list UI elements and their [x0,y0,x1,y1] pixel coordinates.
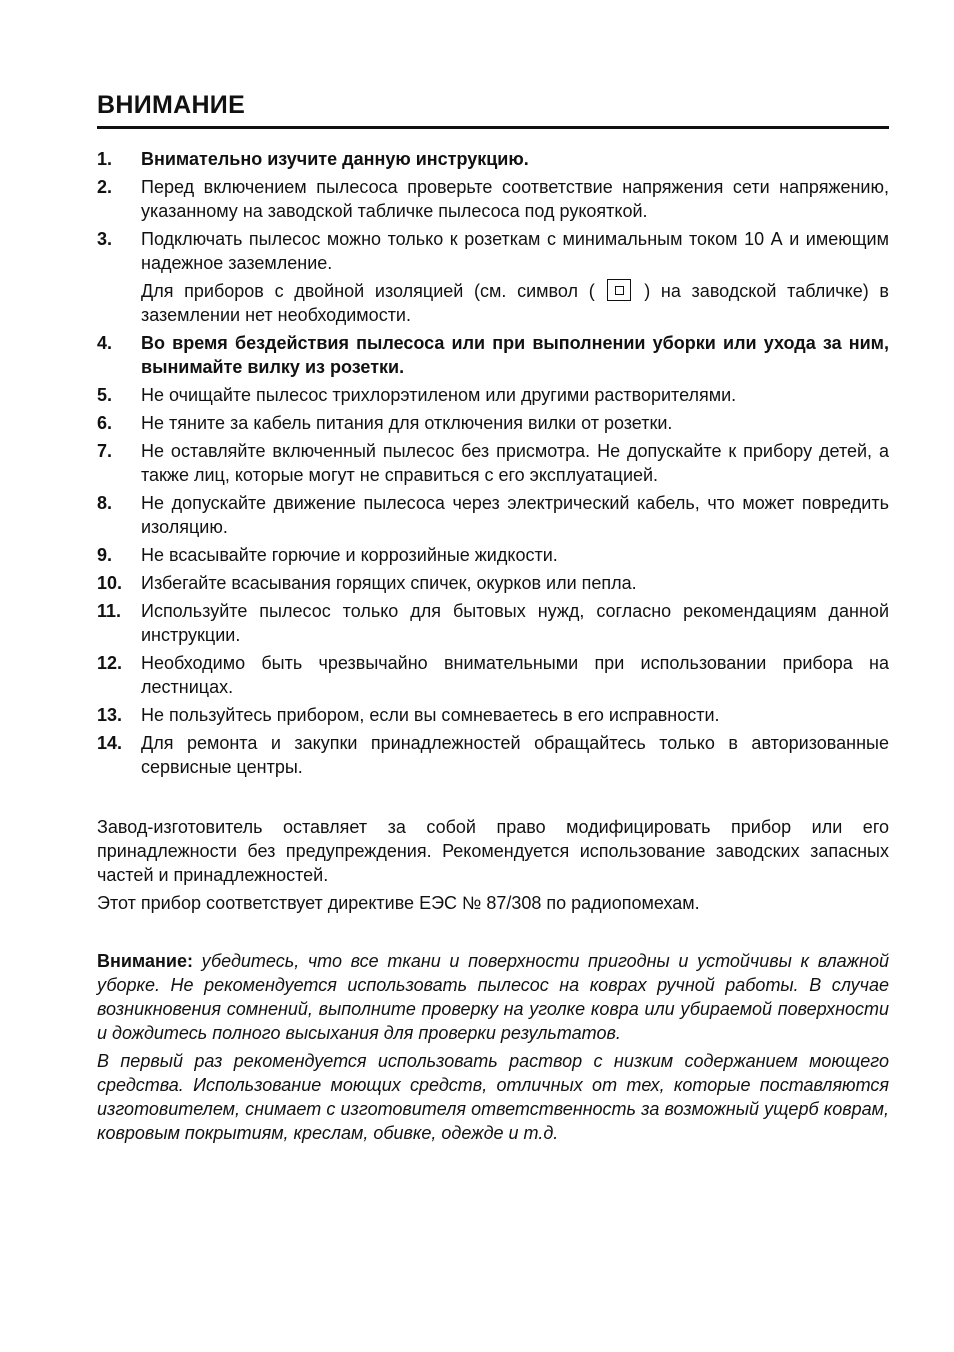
item-text: Не допускайте движение пылесоса через электрический кабель, что может повредить изоляцию. [141,493,889,537]
list-item [97,411,889,435]
item-number: 10. [97,573,123,593]
double-insulation-icon [607,279,631,301]
list-item [97,651,889,699]
item-number: 1. [97,149,113,169]
item-number: 2. [97,177,113,197]
item-number: 9. [97,545,113,565]
item-text: Не всасывайте горючие и коррозийные жидкости. [141,545,558,565]
item-number: 12. [97,653,123,673]
item-number: 11. [97,601,122,621]
list-item [97,147,889,171]
item-number: 14. [97,733,123,753]
warning-paragraph [97,949,889,1045]
list-item [97,383,889,407]
spacer [97,783,889,815]
item-body [141,227,889,327]
item-number: 4. [97,333,113,353]
list-item [97,543,889,567]
item-number: 13. [97,705,123,725]
list-item [97,227,889,327]
item-text: Не пользуйтесь прибором, если вы сомневаетесь в его исправности. [141,705,720,725]
warning-lead: Внимание: [97,951,193,971]
item-text: Избегайте всасывания горящих спичек, окурков или пепла. [141,573,637,593]
page [97,90,889,1145]
safety-list [97,147,889,779]
manufacturer-notice: Завод-изготовитель оставляет за собой право модифицировать прибор или его принадлежности без предупреждения. Рекомендуется использование заводских запасных частей и принадлежностей. [97,817,889,885]
item-text: Не тяните за кабель питания для отключения вилки от розетки. [141,413,673,433]
list-item [97,331,889,379]
item-number: 5. [97,385,113,405]
page-title: ВНИМАНИЕ [97,91,246,119]
title-divider [97,126,889,129]
item-text: Перед включением пылесоса проверьте соответствие напряжения сети напряжению, указанному на заводской табличке пылесоса под рукояткой. [141,177,889,221]
list-item [97,491,889,539]
list-item [97,571,889,595]
item-subnote [141,279,889,327]
item-text: Подключать пылесос можно только к розеткам с минимальным током 10 А и имеющим надежное заземление. [141,229,889,273]
list-item [97,175,889,223]
spacer [97,915,889,949]
item-text: Необходимо быть чрезвычайно внимательными при использовании прибора на лестницах. [141,653,889,697]
item-text: Не оставляйте включенный пылесос без присмотра. Не допускайте к прибору детей, а также лиц, которые могут не справиться с его эксплуатацией. [141,441,889,485]
item-number: 8. [97,493,113,513]
item-text: Для ремонта и закупки принадлежностей обращайтесь только в авторизованные сервисные центры. [141,733,889,777]
item-text: Внимательно изучите данную инструкцию. [141,149,529,169]
item-text: Не очищайте пылесос трихлорэтиленом или другими растворителями. [141,385,737,405]
list-item [97,703,889,727]
subnote-text-after: ) на заводской табличке) в заземлении нет необходимости. [141,281,889,325]
subnote-text-before: Для приборов с двойной изоляцией (см. символ ( [141,281,595,301]
warning-text: убедитесь, что все ткани и поверхности пригодны и устойчивы к влажной уборке. Не рекомендуется использовать пылесос на коврах ручной работы. В случае возникновения сомнений, выполните проверку на уголке ковра или убираемой поверхности и дождитесь полного высыхания для проверки результатов. [97,951,889,1043]
directive-notice: Этот прибор соответствует директиве ЕЭС № 87/308 по радиопомехам. [97,893,700,913]
item-text: Используйте пылесос только для бытовых нужд, согласно рекомендациям данной инструкции. [141,601,889,645]
list-item [97,439,889,487]
item-number: 7. [97,441,113,461]
item-number: 6. [97,413,113,433]
warning-paragraph-2: В первый раз рекомендуется использовать раствор с низким содержанием моющего средства. Использование моющих средств, отличных от тех, которые поставляются изготовителем, снимает с изготовителя ответственность за возможный ущерб коврам, ковровым покрытиям, креслам, обивке, одежде и т.д. [97,1051,889,1143]
item-number: 3. [97,229,113,249]
list-item [97,731,889,779]
list-item [97,599,889,647]
item-text: Во время бездействия пылесоса или при выполнении уборки или ухода за ним, вынимайте вилку из розетки. [141,333,889,377]
